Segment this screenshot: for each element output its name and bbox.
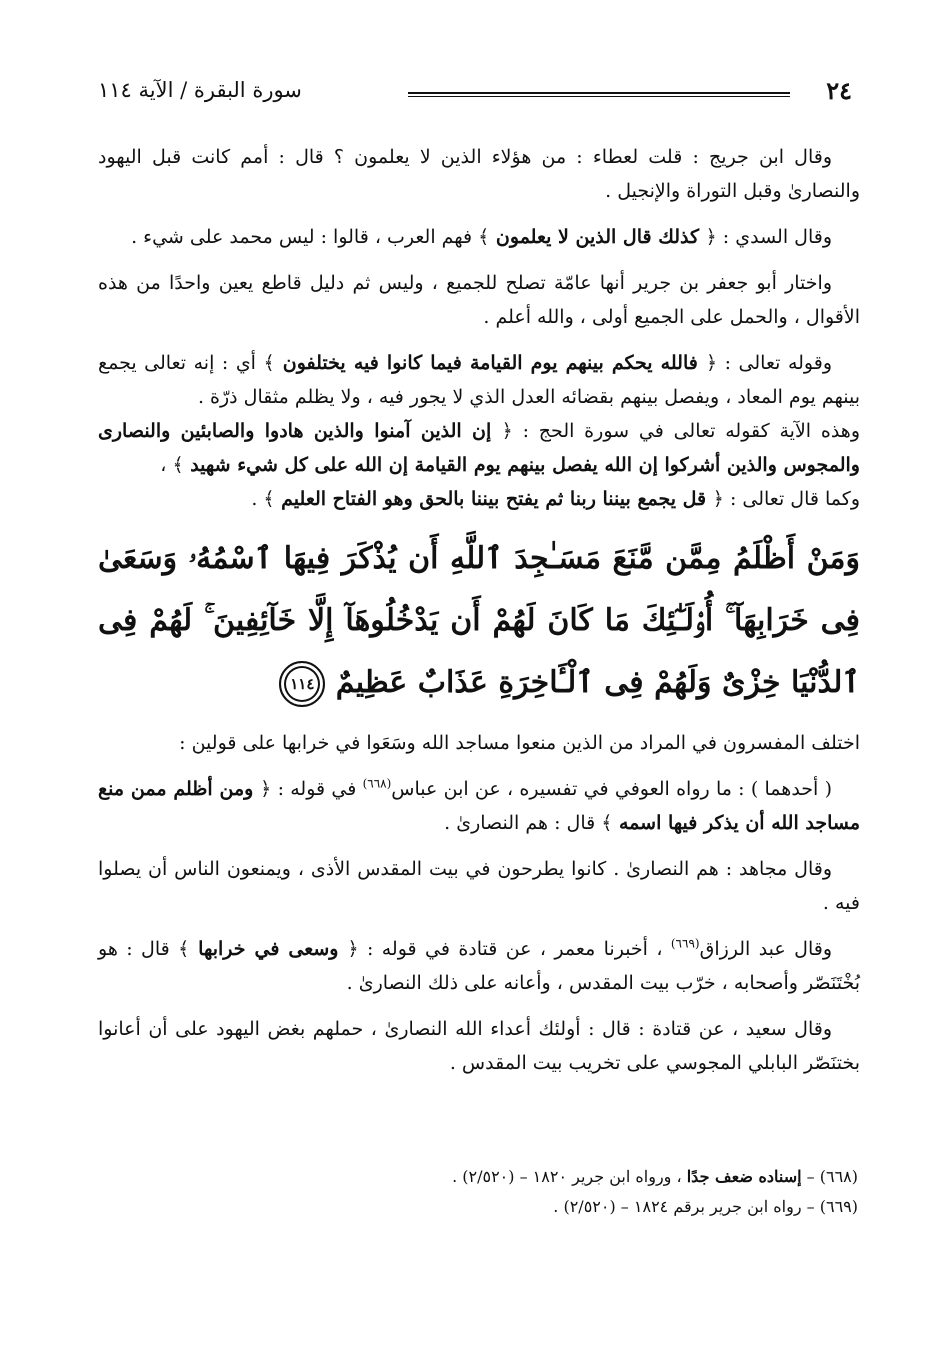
- paragraph-abd-al-razzaq: [98, 932, 860, 1000]
- quran-verse: [98, 528, 860, 714]
- paragraph-mujahid: وقال مجاهد : هم النصارىٰ . كانوا يطرحون في بيت المقدس الأذى ، ويمنعون الناس أن يصلوا فيه .: [98, 858, 860, 914]
- quran-quote: ومن أظلم ممن منع مساجد الله أن يذكر فيها اسمه: [98, 778, 860, 834]
- quran-quote: إن الذين آمنوا والذين هادوا والصابئين والنصارى والمجوس والذين أشركوا إن الله يفصل بينهم يوم القيامة إن الله على كل شيء شهيد: [98, 420, 860, 476]
- text: وهذه الآية كقوله تعالى في سورة الحج : ﴿: [501, 420, 860, 442]
- footnote-grading: إسناده ضعف جدًا: [686, 1167, 802, 1186]
- main-text: [98, 140, 860, 1092]
- text: وقال السدي : ﴿: [705, 226, 832, 248]
- paragraph-first-opinion: [98, 772, 860, 840]
- text: في قوله : ﴿: [260, 778, 363, 800]
- paragraph-al-fattah: [98, 482, 860, 516]
- text: وكما قال تعالى : ﴿: [712, 488, 860, 510]
- text: ﴾ .: [251, 488, 275, 510]
- footnote-ref-668[interactable]: (٦٦٨): [362, 776, 392, 791]
- text: ، ورواه ابن جرير ١٨٢٠ – (٢/٥٢٠) .: [452, 1167, 687, 1186]
- paragraph-ibn-jarir-choice: واختار أبو جعفر بن جرير أنها عامّة تصلح للجميع ، وليس ثم دليل قاطع يعين واحدًا من هذه الأقوال ، والحمل على الجميع أولى ، والله أعلم .: [98, 272, 860, 328]
- page-number: ٢٤: [826, 76, 852, 105]
- footnote-668: [100, 1162, 858, 1192]
- text: ، أخبرنا معمر ، عن قتادة في قوله : ﴿: [347, 938, 671, 960]
- running-title: سورة البقرة / الآية ١١٤: [98, 78, 302, 102]
- paragraph-surat-al-hajj: [98, 414, 860, 482]
- text: ﴾ فهم العرب ، قالوا : ليس محمد على شيء .: [131, 226, 490, 248]
- verse-text: وَمَنْ أَظْلَمُ مِمَّن مَّنَعَ مَسَـٰجِدَ ٱللَّهِ أَن يُذْكَرَ فِيهَا ٱسْمُهُۥ وَسَعَىٰ فِى خَرَابِهَآ ۚ أُو۟لَـٰٓئِكَ مَا كَانَ لَهُمْ أَن يَدْخُلُوهَآ إِلَّا خَآئِفِينَ ۚ لَهُمْ فِى ٱلدُّنْيَا خِزْىٌ وَلَهُمْ فِى ٱلْـَٔاخِرَةِ عَذَابٌ عَظِيمٌ: [98, 541, 860, 700]
- text: (٦٦٨) –: [801, 1167, 858, 1186]
- paragraph-said-qatada: وقال سعيد ، عن قتادة : قال : أولئك أعداء الله النصارىٰ ، حملهم بغض اليهود على أن أعانوا بختنَصّر البابلي المجوسي على تخريب بيت المقدس .: [98, 1018, 860, 1074]
- text: ﴾ أي : إنه تعالى يجمع بينهم يوم المعاد ، ويفصل بينهم بقضائه العدل الذي لا يجور فيه ، ولا يظلم مثقال ذرّة .: [98, 352, 860, 408]
- text: ﴾ قال : هو بُخْتَنَصّر وأصحابه ، خرّب بيت المقدس ، وأعانه على ذلك النصارىٰ .: [98, 938, 860, 994]
- paragraph-ibn-jurayj: وقال ابن جريج : قلت لعطاء : من هؤلاء الذين لا يعلمون ؟ قال : أمم كانت قبل اليهود والنصارىٰ وقبل التوراة والإنجيل .: [98, 146, 860, 202]
- paragraph-suddi: [98, 220, 860, 254]
- text: ( أحدهما ) : ما رواه العوفي في تفسيره ، عن ابن عباس: [391, 778, 832, 800]
- text: ﴾ قال : هم النصارىٰ .: [444, 812, 613, 834]
- footnote-669: (٦٦٩) – رواه ابن جرير برقم ١٨٢٤ – (٢/٥٢٠) .: [553, 1197, 858, 1216]
- footnote-ref-669[interactable]: (٦٦٩): [670, 936, 700, 951]
- quran-quote: قل يجمع بيننا ربنا ثم يفتح بيننا بالحق وهو الفتاح العليم: [274, 488, 713, 510]
- quran-quote: كذلك قال الذين لا يعلمون: [489, 226, 706, 248]
- quran-quote: وسعى في خرابها: [189, 938, 348, 960]
- quran-quote: فالله يحكم بينهم يوم القيامة فيما كانوا فيه يختلفون: [274, 352, 706, 374]
- paragraph-allah-judges: [98, 346, 860, 414]
- text: وقال عبد الرزاق: [699, 938, 832, 960]
- header-rule: [408, 92, 790, 97]
- text: ﴾ ،: [160, 454, 184, 476]
- ayah-number-marker: ١١٤: [279, 661, 325, 707]
- page-header: [98, 74, 852, 114]
- text: وقوله تعالى : ﴿: [705, 352, 832, 374]
- footnotes: [100, 1162, 858, 1222]
- paragraph-two-opinions: اختلف المفسرون في المراد من الذين منعوا مساجد الله وسَعَوا في خرابها على قولين :: [179, 732, 860, 754]
